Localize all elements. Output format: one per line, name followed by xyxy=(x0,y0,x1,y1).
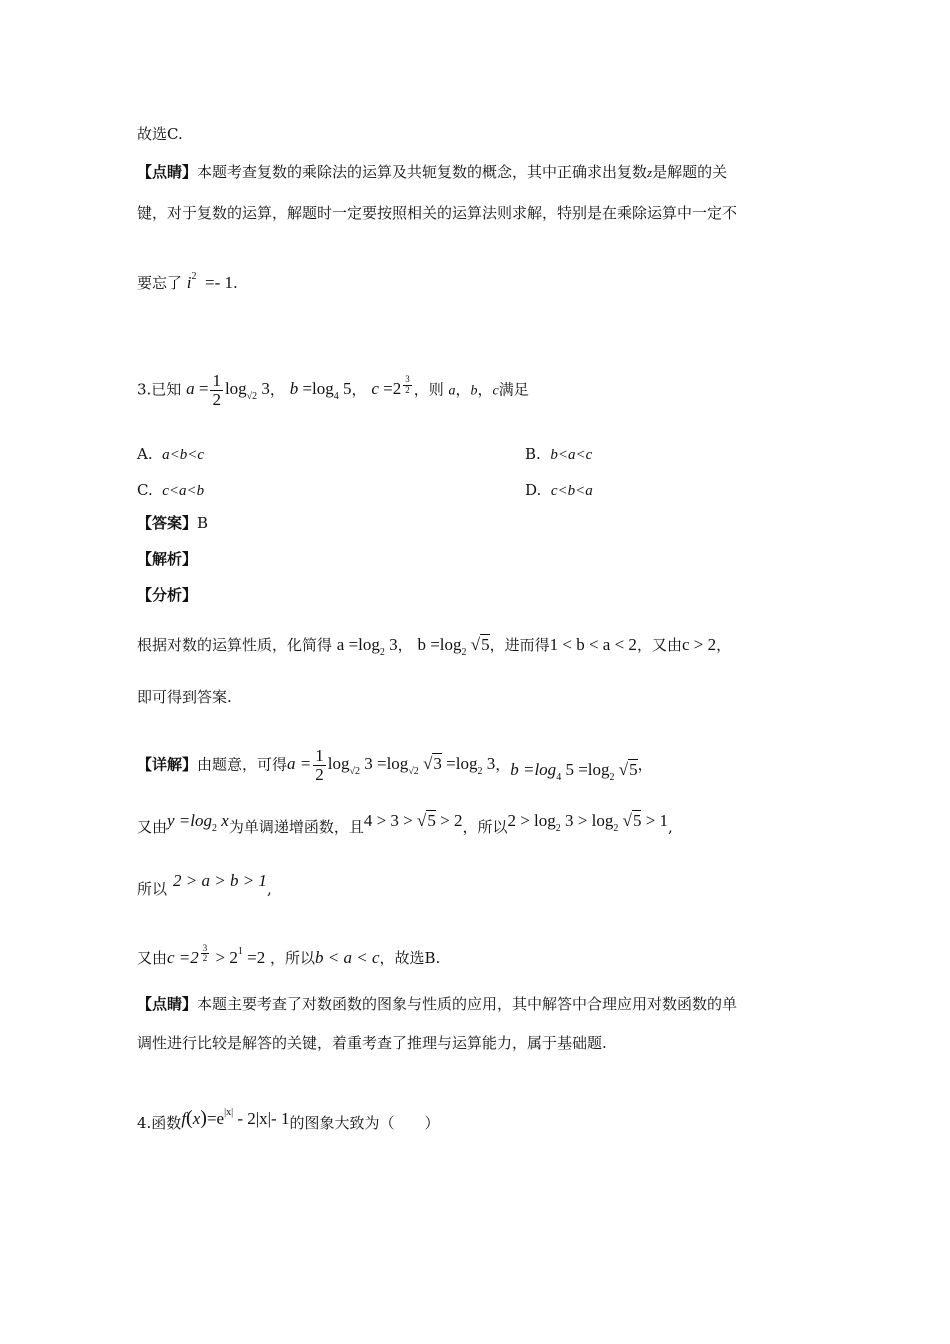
q4-number: 4.函数 xyxy=(137,1114,182,1132)
option-text: c<b<a xyxy=(550,483,593,499)
detail-line1: 【详解】由题意，可得a = $\frac{1}{2}$ $\log_{√2} 3 =\log_{√2}$ $√3 =\log_2$ 3，$b =\log_4$ $5 =\log_2$ √5， xyxy=(137,746,653,784)
prev-comment-line3: 要忘了 $i^2 =- 1$. xyxy=(137,271,238,292)
formula-2-a-b-1: 2 > a > b > 1 xyxy=(173,871,267,890)
answer-value: B xyxy=(197,514,209,532)
option-d[interactable] xyxy=(525,481,593,500)
answer-line xyxy=(137,516,208,531)
formula-i-squared: $i^2 =- 1$ xyxy=(186,271,234,292)
option-b[interactable] xyxy=(525,445,592,464)
formula-c-compare: c =2 $\frac{3}{2}$ > $2^1 =2$ xyxy=(167,943,266,967)
formula-log-compare: $2 > \log_2 3 > \log_2 √5 > 1$ xyxy=(507,811,669,834)
formula-c-gt-2: c > 2 xyxy=(681,635,717,654)
analysis-tag: 【解析】 xyxy=(137,550,198,568)
formula-4-3-sqrt5-2: 4 > 3 > √5 > 2 xyxy=(363,811,463,830)
q4-stem: 4.函数$f(x)=e^{|x|} - 2|x|-$ 1的图象大致为（ ） xyxy=(137,1107,440,1132)
comment-tag: 【点睛】 xyxy=(137,163,198,181)
option-label: D. xyxy=(525,481,542,499)
q3-comment-line2: 调性进行比较是解答的关键，着重考查了推理与运算能力，属于基础题. xyxy=(137,1034,607,1052)
prev-comment-line2: 键，对于复数的运算，解题时一定要按照相关的运算法则求解，特别是在乘除运算中一定不 xyxy=(137,204,738,222)
fenxi-line2: 即可得到答案. xyxy=(137,688,232,706)
option-text: a<b<c xyxy=(162,447,205,463)
prev-conclusion: 故选C. xyxy=(137,125,183,143)
var-z: z xyxy=(647,165,653,180)
option-text: c<a<b xyxy=(162,483,205,499)
formula-f: $f(x)=e^{|x|} - 2|x|-$ 1 xyxy=(181,1107,290,1129)
comment-text: 要忘了 xyxy=(137,274,183,292)
formula-b-chain: $b =\log_4$ $5 =\log_2$ √5 xyxy=(510,760,638,784)
option-label: A. xyxy=(137,445,153,463)
formula-c: c =2 $\frac{3}{2}$ xyxy=(371,374,410,399)
prev-comment-line1 xyxy=(137,165,727,180)
option-label: B. xyxy=(525,445,541,463)
formula-a-simplified: $a =\log_2$ 3 xyxy=(336,635,398,658)
option-label: C. xyxy=(137,481,153,499)
formula-a-chain: a = $\frac{1}{2}$ $\log_{√2} 3 =\log_{√2}$ $√3 =\log_2$ 3 xyxy=(287,746,496,784)
option-c[interactable] xyxy=(137,481,204,500)
q3-number: 3.已知 xyxy=(137,380,182,399)
var-c: c xyxy=(492,383,499,399)
comment-text: 是解题的关 xyxy=(652,163,728,181)
formula-b: $b =\log_4$ 5 xyxy=(289,379,352,403)
var-a: a xyxy=(448,383,456,399)
q3-comment-line1: 【点睛】本题主要考查了对数函数的图象与性质的应用，其中解答中合理应用对数函数的单 xyxy=(137,995,738,1013)
q3-stem: 3.已知 a = $\frac{1}{2}$ $\log_{√2} 3$， $b =\log_4$ 5， c =2 $\frac{3}{2}$ ，则 a，b，c满足 xyxy=(137,371,529,409)
formula-log2x: $y =\log_2$ x xyxy=(167,811,229,834)
detail-line2: 又由$y =\log_2$ x为单调递增函数，且4 > 3 > √5 > 2，所以$2 > \log_2 3 > \log_2 √5 > 1$, xyxy=(137,811,673,836)
comment-text: 本题考查复数的乘除法的运算及共轭复数的概念，其中正确求出复数 xyxy=(197,163,648,181)
detail-line3: 所以 2 > a > b > 1, xyxy=(137,871,272,898)
var-b: b xyxy=(470,383,478,399)
formula-b-a-c: b < a < c xyxy=(315,948,380,967)
formula-inequality: 1 < b < a < 2 xyxy=(549,635,637,654)
formula-b-simplified: $b =\log_2$ √5 xyxy=(417,635,490,658)
fenxi-line1: 根据对数的运算性质，化简得 $a =\log_2$ 3， $b =\log_2$ √5，进而得1 < b < a < 2，又由c > 2， xyxy=(137,635,732,658)
option-a[interactable] xyxy=(137,445,204,464)
formula-a: a = $\frac{1}{2}$ $\log_{√2} 3$ xyxy=(186,371,270,409)
answer-tag: 【答案】 xyxy=(137,514,198,532)
detail-line4: 又由c =2 $\frac{3}{2}$ > $2^1 =2$ ，所以b < a < c，故选B. xyxy=(137,943,441,967)
option-text: b<a<c xyxy=(550,447,593,463)
fenxi-tag: 【分析】 xyxy=(137,586,198,604)
